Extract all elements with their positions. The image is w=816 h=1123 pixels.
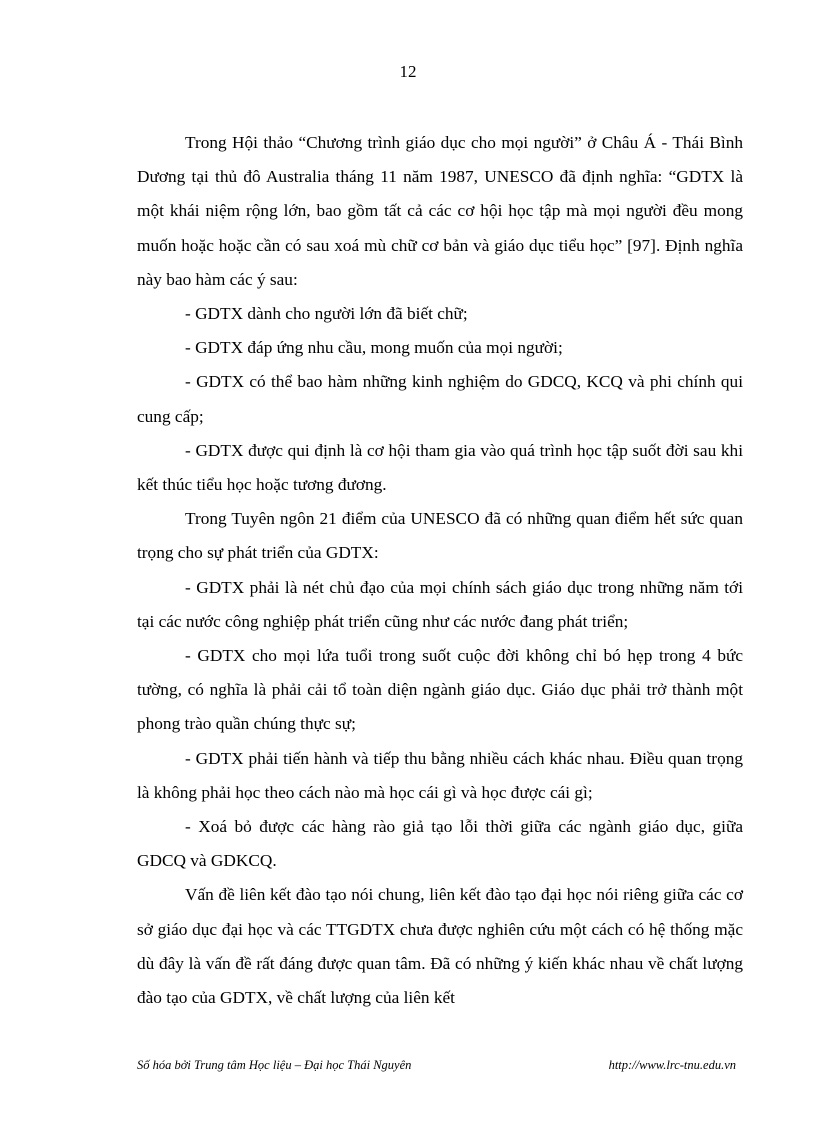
paragraph-bullet: - GDTX phải tiến hành và tiếp thu bằng nhiều cách khác nhau. Điều quan trọng là không phải học theo cách nào mà học cái gì và học được cái gì;: [137, 748, 743, 802]
paragraph-declaration: Trong Tuyên ngôn 21 điểm của UNESCO đã có những quan điểm hết sức quan trọng cho sự phát triển của GDTX:: [137, 509, 743, 563]
body-text: [137, 126, 743, 1015]
page-number: 12: [399, 62, 417, 81]
paragraph-bullet: - GDTX đáp ứng nhu cầu, mong muốn của mọi người;: [185, 338, 563, 358]
footer-source: Số hóa bởi Trung tâm Học liệu – Đại học Thái Nguyên: [137, 1058, 412, 1072]
paragraph-intro: Trong Hội thảo “Chương trình giáo dục cho mọi người” ở Châu Á - Thái Bình Dương tại thủ đô Australia tháng 11 năm 1987, UNESCO đã định nghĩa: “GDTX là một khái niệm rộng lớn, bao gồm tất cả các cơ hội học tập mà mọi người đều mong muốn hoặc hoặc cần có sau xoá mù chữ cơ bản và giáo dục tiểu học” [97]. Định nghĩa này bao hàm các ý sau:: [137, 133, 743, 289]
paragraph-bullet: - Xoá bỏ được các hàng rào giả tạo lỗi thời giữa các ngành giáo dục, giữa GDCQ và GDKCQ.: [137, 817, 743, 871]
paragraph-conclusion: Vấn đề liên kết đào tạo nói chung, liên kết đào tạo đại học nói riêng giữa các cơ sở giáo dục đại học và các TTGDTX chưa được nghiên cứu một cách có hệ thống mặc dù đây là vấn đề rất đáng được quan tâm. Đã có những ý kiến khác nhau về chất lượng đào tạo của GDTX, về chất lượng của liên kết: [137, 885, 743, 1008]
paragraph-bullet: - GDTX cho mọi lứa tuổi trong suốt cuộc đời không chỉ bó hẹp trong 4 bức tường, có nghĩa là phải cải tổ toàn diện ngành giáo dục. Giáo dục phải trở thành một phong trào quần chúng thực sự;: [137, 646, 743, 734]
paragraph-bullet: - GDTX dành cho người lớn đã biết chữ;: [185, 304, 468, 324]
paragraph-bullet: - GDTX phải là nét chủ đạo của mọi chính sách giáo dục trong những năm tới tại các nước công nghiệp phát triển cũng như các nước đang phát triển;: [137, 577, 743, 631]
paragraph-bullet: - GDTX có thể bao hàm những kinh nghiệm do GDCQ, KCQ và phi chính qui cung cấp;: [137, 372, 743, 426]
paragraph-bullet: - GDTX được qui định là cơ hội tham gia vào quá trình học tập suốt đời sau khi kết thúc tiểu học hoặc tương đương.: [137, 440, 743, 495]
footer-url: http://www.lrc-tnu.edu.vn: [608, 1058, 736, 1072]
